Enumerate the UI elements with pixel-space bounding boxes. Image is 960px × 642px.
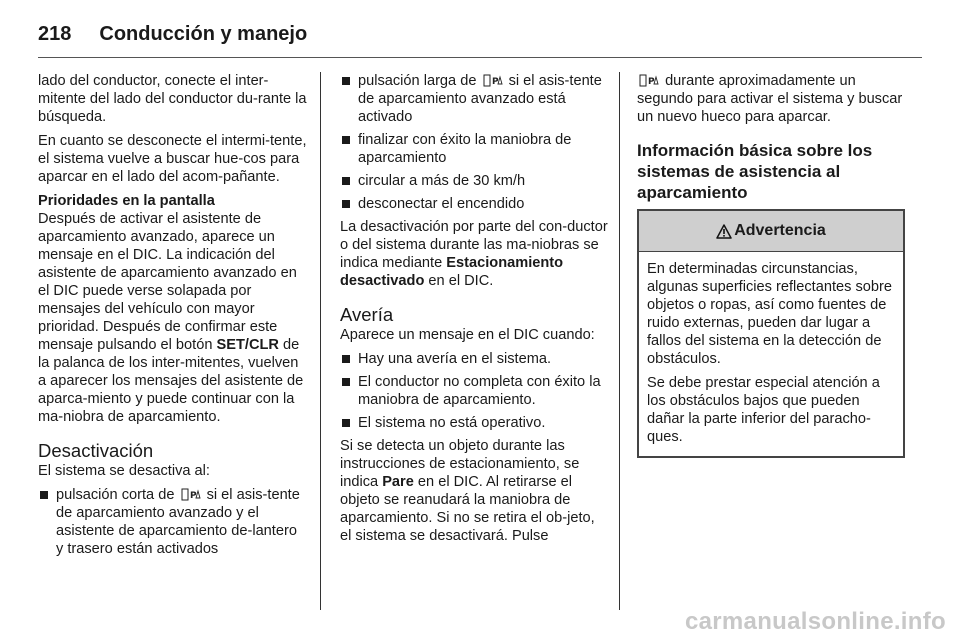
page-number: 218 [38, 22, 72, 45]
list-item: El conductor no completa con éxito la maniobra de aparcamiento. [340, 373, 608, 409]
bullet-icon [342, 177, 350, 185]
section-heading-deactivation: Desactivación [38, 440, 154, 461]
bullet-icon [342, 419, 350, 427]
header-divider [38, 57, 922, 58]
bullet-list [340, 350, 608, 432]
subheading-screen-priorities: Prioridades en la pantalla [38, 193, 215, 209]
list-item: desconectar el encendido [340, 195, 608, 213]
list-item: finalizar con éxito la maniobra de aparcamiento [340, 131, 608, 167]
list-item: circular a más de 30 km/h [340, 172, 608, 190]
bullet-list [340, 72, 608, 213]
paragraph: Se debe prestar especial atención a los obstáculos bajos que pueden dañar la parte inferior del paracho-ques. [647, 375, 880, 445]
park-assist-icon [181, 488, 201, 501]
paragraph: La desactivación por parte del con-ductor o del sistema durante las ma-niobras se indica mediante Estacionamiento desactivado en el DIC. [340, 219, 608, 289]
paragraph: Si se detecta un objeto durante las instrucciones de estacionamiento, se indica Pare en el DIC. Al retirarse el objeto se reanudará la maniobra de aparcamiento. Si no se retira el ob-jeto, el sistema se desactivará. Pulse [340, 438, 595, 544]
list-item: pulsación larga de P si el asis-tente de aparcamiento avanzado está activado [340, 72, 608, 126]
warning-triangle-icon [716, 224, 732, 239]
park-assist-icon [639, 74, 659, 87]
paragraph: En cuanto se desconecte el intermi-tente, el sistema vuelve a buscar hue-cos para aparcar en el lado del acom-pañante. [38, 133, 307, 185]
watermark: carmanualsonline.info [684, 608, 946, 635]
paragraph: Aparece un mensaje en el DIC cuando: [340, 327, 595, 343]
warning-box [637, 209, 905, 458]
bullet-icon [342, 378, 350, 386]
svg-text:P: P [491, 77, 499, 87]
list-item: pulsación corta de P si el asis-tente de aparcamiento avanzado y el asistente de aparcamiento de-lantero y trasero están activados [38, 486, 308, 558]
paragraph: El sistema se desactiva al: [38, 463, 210, 479]
warning-title: Advertencia [734, 222, 826, 239]
column-3 [637, 72, 905, 458]
warning-header [639, 211, 903, 252]
section-heading-fault: Avería [340, 304, 394, 325]
svg-text:P: P [189, 491, 197, 501]
page-title: Conducción y manejo [99, 22, 308, 45]
bullet-icon [342, 77, 350, 85]
column-1 [38, 72, 308, 563]
list-item: Hay una avería en el sistema. [340, 350, 608, 368]
bullet-icon [342, 355, 350, 363]
bullet-icon [342, 136, 350, 144]
column-divider [320, 72, 321, 610]
bullet-icon [342, 200, 350, 208]
park-assist-icon [483, 74, 503, 87]
column-divider [619, 72, 620, 610]
paragraph: P durante aproximadamente un segundo para activar el sistema y buscar un nuevo hueco para aparcar. [637, 73, 903, 125]
bullet-list [38, 486, 308, 558]
list-item: El sistema no está operativo. [340, 414, 608, 432]
bullet-icon [40, 491, 48, 499]
button-name: SET/CLR [216, 337, 279, 353]
page-header [38, 14, 307, 54]
paragraph: lado del conductor, conecte el inter-mitente del lado del conductor du-rante la búsqueda. [38, 73, 307, 125]
dic-message: Estacionamiento desactivado [340, 255, 564, 289]
paragraph: Después de activar el asistente de aparcamiento avanzado, aparece un mensaje en el DIC. La indicación del asistente de aparcamiento avanzado en el DIC puede verse solapada por mensajes del vehículo con mayor prioridad. Después de confirmar este mensaje pulsando el botón SET/CLR de la palanca de los inter-mitentes, vuelven a aparecer los mensajes del asistente de aparca-miento y puede continuar con la ma-niobra de aparcamiento. [38, 211, 304, 425]
paragraph: En determinadas circunstancias, algunas superficies reflectantes sobre objetos o ropas, así como fuentes de ruido externas, pueden dar lugar a fallos del sistema en la detección de obstáculos. [647, 261, 892, 367]
column-2 [340, 72, 608, 551]
section-heading-info: Información básica sobre los sistemas de asistencia al aparcamiento [637, 141, 873, 202]
warning-body [639, 252, 903, 456]
svg-text:P: P [648, 77, 655, 87]
dic-message: Pare [382, 474, 414, 490]
